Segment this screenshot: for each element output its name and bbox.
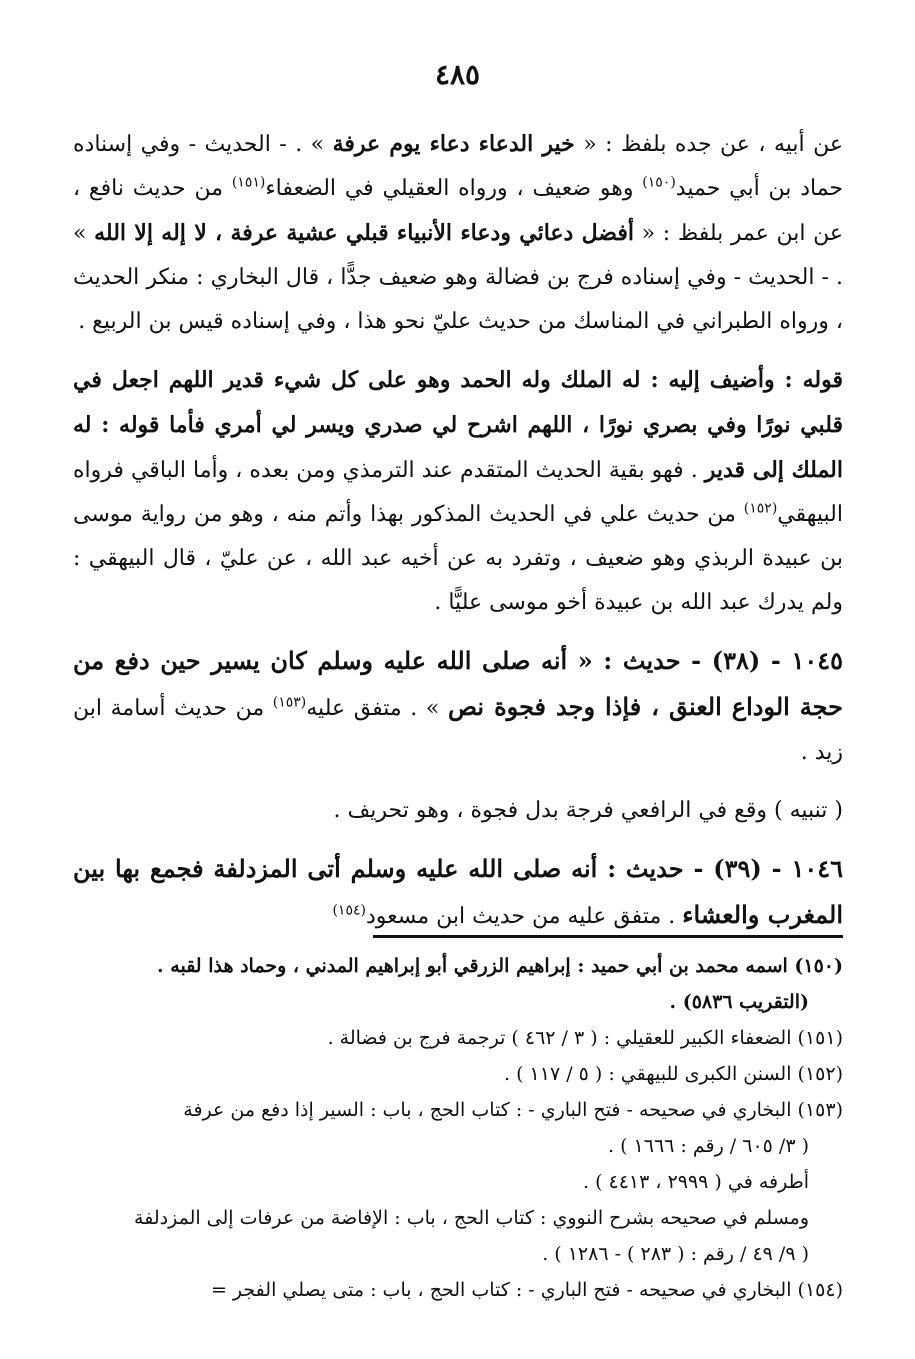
footnote-fn153b: ( ٣/ ٦٠٥ / رقم : ١٦٦٦ ) .	[608, 1135, 809, 1157]
text-segment: من حديث علي في الحديث المذكور بهذا وأتم منه ، وهو من رواية موسى بن عبيدة الربذي وهو ضعيف ، وتفرد به عن أخيه عبد الله ، عن عليّ ، قال البيهقي : ولم يدرك عبد الله بن عبيدة أخو موسى عليًّا .	[73, 502, 843, 615]
footnote-fn151: (١٥١) الضعفاء الكبير للعقيلي : ( ٣ / ٤٦٢ ) ترجمة فرج بن فضالة .	[327, 1027, 843, 1049]
footnote-fn153c: أطرفه في ( ٢٩٩٩ ، ٤٤١٣ ) .	[582, 1171, 809, 1193]
footnote-separator	[373, 935, 843, 938]
page-number: ٤٨٥	[434, 58, 481, 91]
footnote-ref: (١٥١)	[231, 174, 266, 191]
bold-text-segment: ١٠٤٥ - (٣٨) - حديث : « أنه صلى الله عليه وسلم كان يسير حين دفع من حجة الوداع العنق ، فإذا وجد فجوة نص	[73, 646, 844, 721]
text-segment: ( تنبيه ) وقع في الرافعي فرجة بدل فجوة ، وهو تحريف .	[333, 798, 843, 823]
bold-text-segment: ١٠٤٦ - (٣٩) - حديث : أنه صلى الله عليه وسلم أتى المزدلفة فجمع بها بين المغرب والعشاء	[73, 854, 843, 929]
text-segment: » . - الحديث - وفي إسناده حماد بن أبي حميد	[73, 132, 844, 201]
footnote-fn153e: ( ٩/ ٤٩ / رقم : ( ٢٨٣ ) - ١٢٨٦ ) .	[542, 1243, 809, 1265]
text-segment: » . - الحديث - وفي إسناده فرج بن فضالة وهو ضعيف جدًّا ، قال البخاري : منكر الحديث ، ورواه الطبراني في المناسك من حديث عليّ نحو هذا ، وفي إسناده قيس بن الربيع .	[73, 221, 843, 334]
paragraph-p1	[73, 122, 843, 344]
paragraph-p2	[73, 358, 843, 625]
footnote-fn154: (١٥٤) البخاري في صحيحه - فتح الباري - : كتاب الحج ، باب : متى يصلي الفجر =	[210, 1279, 843, 1301]
footnotes	[63, 948, 843, 1308]
text-segment: . فهو بقية الحديث المتقدم عند الترمذي ومن بعده ، وأما الباقي فرواه البيهقي	[73, 458, 843, 527]
main-text	[73, 122, 843, 939]
text-segment: عن أبيه ، عن جده بلفظ : «	[574, 132, 843, 157]
footnote-ref: (١٥٠)	[642, 174, 676, 191]
text-segment: من حديث نافع ، عن ابن عمر بلفظ : «	[73, 176, 844, 246]
bold-text-segment: خير الدعاء دعاء يوم عرفة	[332, 131, 575, 157]
footnote-fn150b: (التقريب ٥٨٣٦) .	[669, 991, 809, 1013]
footnote-ref: (١٥٣)	[272, 694, 307, 711]
text-segment: من حديث أسامة ابن زيد .	[73, 696, 843, 765]
paragraph-p3	[73, 639, 843, 775]
text-segment: » . متفق عليه	[306, 696, 449, 721]
text-segment: وهو ضعيف ، ورواه العقيلي في الضعفاء	[265, 176, 643, 201]
footnote-fn150a: (١٥٠) اسمه محمد بن أبي حميد : إبراهيم الزرقي أبو إبراهيم المدني ، وحماد هذا لقبه .	[157, 955, 843, 977]
bold-text-segment: أفضل دعائي ودعاء الأنبياء قبلي عشية عرفة ، لا إله إلا الله	[94, 220, 635, 246]
text-segment: . متفق عليه من حديث ابن مسعود	[365, 904, 683, 929]
footnote-fn153a: (١٥٣) البخاري في صحيحه - فتح الباري - : كتاب الحج ، باب : السير إذا دفع من عرفة	[183, 1099, 843, 1121]
bold-text-segment: قوله : وأضيف إليه : له الملك وله الحمد وهو على كل شيء قدير اللهم اجعل في قلبي نورًا وفي بصري نورًا ، اللهم اشرح لي صدري ويسر لي أمري فأما قوله : له الملك إلى قدير	[73, 367, 843, 483]
footnote-fn152: (١٥٢) السنن الكبرى للبيهقي : ( ٥ / ١١٧ ) .	[504, 1063, 843, 1085]
paragraph-p4	[73, 789, 843, 833]
paragraph-p5	[73, 847, 843, 939]
footnote-ref: (١٥٢)	[743, 500, 778, 517]
footnote-ref: (١٥٤)	[332, 902, 366, 919]
footnote-fn153d: ومسلم في صحيحه بشرح النووي : كتاب الحج ، باب : الإفاضة من عرفات إلى المزدلفة	[134, 1207, 809, 1229]
